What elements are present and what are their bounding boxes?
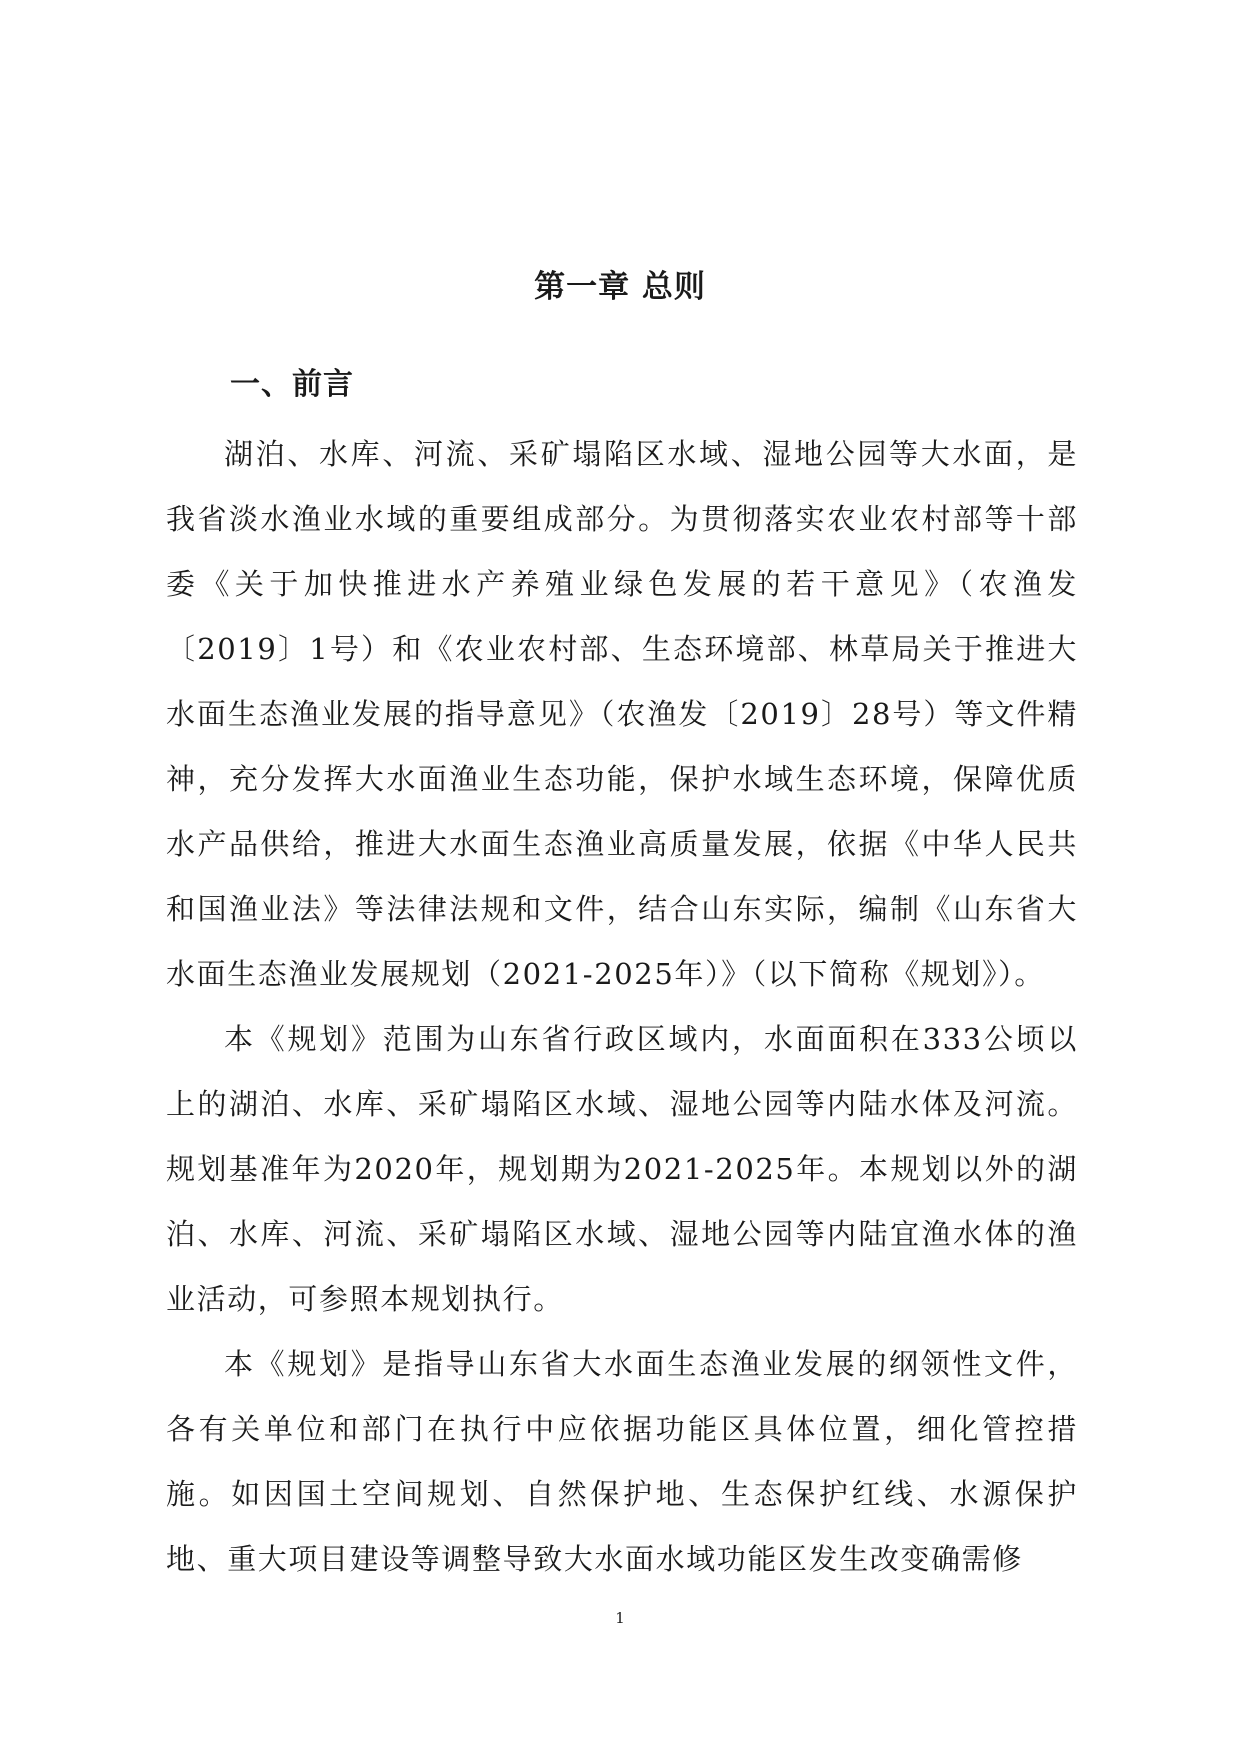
page-number: 1: [615, 1609, 625, 1627]
paragraph-preface: 湖泊、水库、河流、采矿塌陷区水域、湿地公园等大水面，是我省淡水渔业水域的重要组成部分。为贯彻落实农业农村部等十部委《关于加快推进水产养殖业绿色发展的若干意见》（农渔发〔2019〕1号）和《农业农村部、生态环境部、林草局关于推进大水面生态渔业发展的指导意见》（农渔发〔2019〕28号）等文件精神，充分发挥大水面渔业生态功能，保护水域生态环境，保障优质水产品供给，推进大水面生态渔业高质量发展，依据《中华人民共和国渔业法》等法律法规和文件，结合山东实际，编制《山东省大水面生态渔业发展规划（2021-2025年）》（以下简称《规划》）。: [166, 437, 1078, 991]
body-text: [166, 422, 1078, 1592]
chapter-title: 第一章 总则: [534, 269, 706, 305]
paragraph-scope: 本《规划》范围为山东省行政区域内，水面面积在333公顷以上的湖泊、水库、采矿塌陷区水域、湿地公园等内陆水体及河流。规划基准年为2020年，规划期为2021-2025年。本规划以外的湖泊、水库、河流、采矿塌陷区水域、湿地公园等内陆宜渔水体的渔业活动，可参照本规划执行。: [166, 1022, 1078, 1316]
paragraph-guidance: 本《规划》是指导山东省大水面生态渔业发展的纲领性文件，各有关单位和部门在执行中应依据功能区具体位置，细化管控措施。如因国土空间规划、自然保护地、生态保护红线、水源保护地、重大项目建设等调整导致大水面水域功能区发生改变确需修: [166, 1347, 1078, 1576]
section-heading: 一、前言: [230, 367, 354, 402]
